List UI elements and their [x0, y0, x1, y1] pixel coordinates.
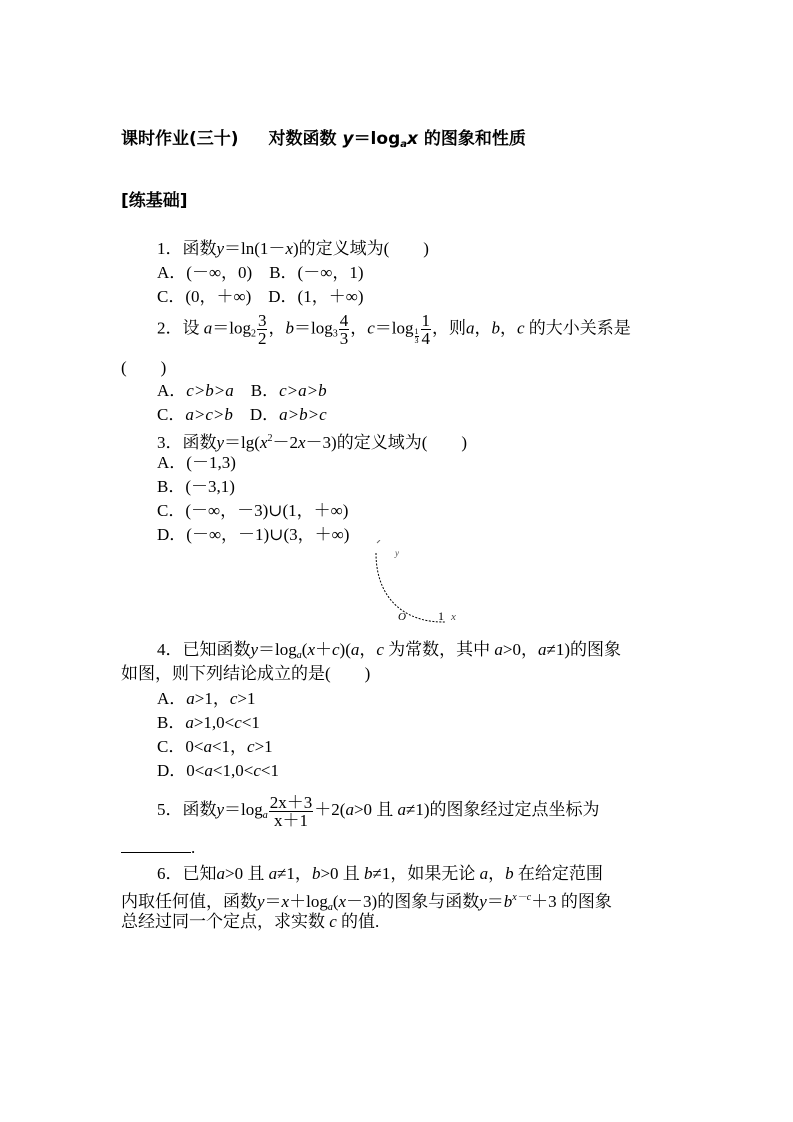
q6-line1	[157, 862, 603, 886]
q3-x2: x	[297, 433, 306, 452]
q2-frac2-den: 3	[339, 329, 349, 348]
q2-eq2: ＝log	[293, 318, 333, 338]
q2-optA-label: A．	[157, 381, 187, 400]
log-curve	[376, 553, 446, 622]
q4-optA-c: c	[229, 689, 238, 708]
q1-stem-pre: 1．函数	[157, 239, 217, 258]
q4-optC-t0: 0<	[185, 737, 204, 756]
q6-l3-pre: 总经过同一个定点，求实数	[121, 912, 325, 931]
q4-optA-t1: >1，	[194, 689, 230, 708]
q3-stem-pre: 3．函数	[157, 433, 217, 452]
q2-optC-label: C．	[157, 405, 186, 424]
figure-origin-label: O	[398, 611, 406, 623]
q5-post1: ＋2(	[314, 800, 346, 819]
q2-comma2: ，	[350, 318, 368, 338]
q2-tail-post: 的大小关系是	[528, 318, 631, 338]
q6-a1: a	[216, 864, 225, 883]
q6-b1: b	[311, 864, 321, 883]
q2-optB-label: B．	[250, 381, 280, 400]
q2-tail-pre: ，则	[432, 318, 466, 338]
q6-sup: x－c	[512, 892, 532, 903]
q2-optD-label: D．	[249, 405, 280, 424]
q5-post2: >0 且	[353, 800, 394, 819]
q2-b: b	[285, 318, 294, 338]
q2-sub3-frac	[415, 328, 419, 345]
q2-options-cd	[157, 403, 327, 427]
q4-optC	[157, 735, 273, 759]
q4-y: y	[250, 640, 259, 659]
q4-optB	[157, 711, 260, 735]
q3-stem-mid2: －2	[272, 433, 298, 452]
q5-y: y	[216, 800, 225, 819]
q5-a1: a	[345, 800, 354, 819]
q5-end: .	[191, 838, 196, 857]
title-y: y	[342, 129, 354, 149]
q4-optD-t1: <1,0<	[212, 761, 254, 780]
q2-eq3: ＝log	[374, 318, 414, 338]
q6-t10: －3)的图象与函数	[346, 892, 480, 911]
figure-y-label: y	[395, 548, 399, 558]
q6-t1: >0 且	[225, 864, 265, 883]
q4-gt0: >0，	[502, 640, 539, 659]
q4-a3: a	[538, 640, 547, 659]
q1-x: x	[285, 239, 293, 258]
title-sub: a	[400, 139, 407, 150]
q4-optC-c: c	[247, 737, 255, 756]
q3-optD: D．(－∞，－1)∪(3，＋∞)	[157, 525, 350, 544]
q2-c: c	[367, 318, 375, 338]
q2-tail-comma1: ，	[474, 318, 492, 338]
q6-t8: ＋log	[289, 892, 328, 911]
q6-b2: b	[364, 864, 373, 883]
q6-t5: ，	[488, 864, 506, 883]
q6-l3-post: 的值.	[341, 912, 380, 931]
q4-optB-a: a	[185, 713, 194, 732]
q4-optB-c: c	[234, 713, 242, 732]
q6-y1: y	[257, 892, 265, 911]
q2-tail-c: c	[517, 318, 525, 338]
q3-x1: x	[259, 433, 268, 452]
q4-ne1: ≠1)的图象	[546, 640, 622, 659]
q3-sup: 2	[267, 433, 273, 444]
q1-stem-post: )的定义域为( )	[292, 239, 429, 258]
q5-a2: a	[397, 800, 407, 819]
q4-optA-t2: >1	[237, 689, 256, 708]
q6-t6: 在给定范围	[517, 864, 603, 883]
title-main-post: 的图象和性质	[423, 129, 526, 149]
q4-a1: a	[350, 640, 360, 659]
q4-optD	[157, 759, 279, 783]
q4-optC-t2: >1	[254, 737, 273, 756]
q4-optD-a: a	[204, 761, 213, 780]
q6-l2-pre: 内取任何值，函数	[121, 892, 257, 911]
q4-optC-t1: <1，	[211, 737, 248, 756]
q1-stem	[157, 237, 429, 261]
q2-optA: c>b>a	[186, 381, 234, 400]
q4-optB-label: B．	[157, 713, 186, 732]
q4-plus: ＋	[315, 640, 332, 659]
q3-optA: A．(－1,3)	[157, 453, 236, 472]
q6-x1: x	[281, 892, 290, 911]
q2-frac3-den: 4	[421, 329, 430, 348]
q4-optB-t2: <1	[241, 713, 260, 732]
q3-stem-post: －3)的定义域为( )	[305, 433, 468, 452]
q5-frac-num: 2x＋3	[269, 792, 313, 812]
q4-p1: (	[301, 640, 308, 659]
q1-options-cd: C．(0，＋∞) D．(1，＋∞)	[157, 287, 364, 306]
q4-optA-label: A．	[157, 689, 187, 708]
q2-optB: c>a>b	[279, 381, 327, 400]
q4-sub: a	[296, 650, 302, 661]
q4-optA	[157, 687, 256, 711]
q5-answer-line	[121, 836, 195, 860]
q2-optD: a>b>c	[279, 405, 327, 424]
q6-t9: (	[332, 892, 339, 911]
q2-options-ab	[157, 379, 327, 403]
q4-pre: 4．已知函数	[157, 640, 251, 659]
q4-optC-a: a	[203, 737, 212, 756]
q4-x: x	[307, 640, 315, 659]
q6-t11: ＝	[486, 892, 504, 911]
q2-comma1: ，	[268, 318, 286, 338]
q2-optC: a>c>b	[185, 405, 233, 424]
q6-b4: b	[503, 892, 513, 911]
axis-arrow-mark	[377, 540, 380, 543]
q4-optC-label: C．	[157, 737, 186, 756]
q6-t2: ≠1，	[277, 864, 312, 883]
q4-optB-t1: >1,0<	[193, 713, 235, 732]
q5-frac	[269, 794, 314, 829]
q4-a2: a	[494, 640, 503, 659]
q6-t7: ＝	[264, 892, 282, 911]
q6-sub: a	[327, 902, 333, 913]
q5-stem	[157, 788, 600, 838]
q2-frac2	[339, 312, 350, 347]
q4-mid: 为常数，其中	[388, 640, 491, 659]
q6-b3: b	[505, 864, 514, 883]
figure-one-label: 1	[438, 609, 444, 623]
q4-c2: c	[376, 640, 384, 659]
q2-eq1: ＝log	[212, 318, 251, 338]
q2-sub2: 3	[332, 328, 338, 340]
q3-optB: B．(－3,1)	[157, 477, 235, 496]
q2-sub3-num: 1	[414, 327, 419, 337]
q2-frac2-num: 4	[339, 311, 349, 330]
q6-t4: ≠1，如果无论	[372, 864, 476, 883]
q2-tail-a: a	[466, 318, 475, 338]
q4-optD-t2: <1	[260, 761, 279, 780]
q6-line3	[121, 910, 379, 934]
q2-num: 2．设	[157, 318, 200, 338]
q2-tail-comma2: ，	[500, 318, 517, 338]
q3-y: y	[216, 433, 225, 452]
q5-post3: ≠1)的图象经过定点坐标为	[406, 800, 600, 819]
q4-optD-c: c	[253, 761, 261, 780]
q2-sub3-den: 3	[414, 336, 419, 346]
log-graph-figure	[360, 540, 470, 630]
q2-paren: ( )	[121, 358, 167, 377]
q6-pre: 6．已知	[157, 864, 217, 883]
title-eq: ＝log	[353, 129, 401, 149]
section-heading: [练基础]	[121, 191, 188, 211]
q2-frac1-num: 3	[257, 311, 267, 330]
q4-comma: ，	[359, 640, 377, 659]
q5-frac-den: x＋1	[269, 811, 314, 829]
q2-frac3	[421, 312, 432, 347]
q2-frac1	[257, 312, 268, 347]
q6-c: c	[329, 912, 337, 931]
q2-tail-b: b	[491, 318, 500, 338]
title-main-pre: 对数函数	[268, 129, 337, 149]
q3-optC: C．(－∞，－3)∪(1，＋∞)	[157, 501, 349, 520]
q2-stem	[157, 312, 631, 350]
page-title	[121, 124, 526, 150]
figure-x-label: x	[451, 611, 456, 623]
q5-answer-blank[interactable]	[121, 838, 191, 853]
q4-eq: ＝log	[258, 640, 297, 659]
q6-t12: ＋3 的图象	[531, 892, 612, 911]
q4-optD-label: D．	[157, 761, 187, 780]
q4-p2: )(	[339, 640, 351, 659]
q2-frac3-num: 1	[421, 311, 430, 330]
q5-eq: ＝log	[224, 800, 263, 819]
q6-a3: a	[479, 864, 489, 883]
q2-sub1: 2	[250, 328, 256, 340]
title-x: x	[407, 129, 418, 149]
q6-y2: y	[479, 892, 487, 911]
q4-stem-line2: 如图，则下列结论成立的是( )	[121, 664, 371, 683]
q1-y: y	[216, 239, 225, 258]
q4-optD-t0: 0<	[186, 761, 205, 780]
q1-options-ab: A．(－∞，0) B．(－∞，1)	[157, 263, 364, 282]
q1-stem-mid: ＝ln(1－	[224, 239, 286, 258]
title-prefix: 课时作业(三十)	[121, 129, 239, 149]
q6-a2: a	[268, 864, 278, 883]
q3-stem-mid1: ＝lg(	[224, 433, 260, 452]
q4-c: c	[332, 640, 340, 659]
q5-sub: a	[262, 810, 268, 821]
q4-optA-a: a	[186, 689, 195, 708]
q6-x2: x	[338, 892, 347, 911]
q2-a: a	[203, 318, 213, 338]
q5-pre: 5．函数	[157, 800, 217, 819]
q2-frac1-den: 2	[257, 329, 267, 348]
q6-t3: >0 且	[320, 864, 360, 883]
